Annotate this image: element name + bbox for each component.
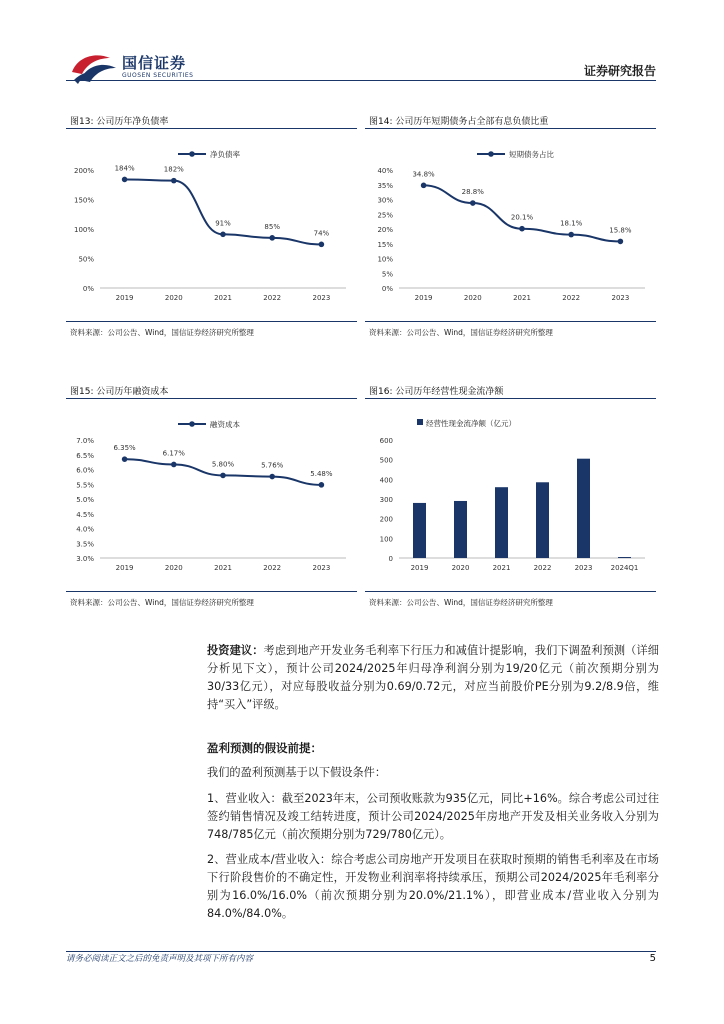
data-label: 182% bbox=[163, 165, 184, 174]
assumption-intro: 我们的盈利预测基于以下假设条件： bbox=[207, 766, 387, 779]
legend-label: 经营性现金流净额（亿元） bbox=[426, 419, 516, 428]
y-tick-label: 150% bbox=[73, 196, 94, 205]
figure-15-top-rule bbox=[66, 398, 357, 399]
data-point bbox=[319, 482, 325, 488]
legend-label: 净负债率 bbox=[210, 150, 240, 159]
y-tick-label: 40% bbox=[377, 167, 393, 175]
legend-label: 融资成本 bbox=[210, 420, 240, 429]
x-tick-label: 2020 bbox=[451, 564, 470, 572]
data-label: 15.8% bbox=[609, 226, 632, 235]
figure-15-source: 资料来源：公司公告、Wind，国信证券经济研究所整理 bbox=[70, 598, 254, 607]
y-tick-label: 500 bbox=[379, 456, 393, 465]
x-tick-label: 2020 bbox=[164, 294, 183, 302]
data-bar bbox=[454, 501, 467, 558]
y-tick-label: 4.5% bbox=[76, 510, 94, 519]
x-tick-label: 2019 bbox=[115, 564, 134, 572]
y-tick-label: 25% bbox=[377, 211, 393, 220]
data-label: 74% bbox=[313, 229, 330, 238]
data-point bbox=[421, 183, 427, 189]
x-tick-label: 2020 bbox=[463, 294, 482, 302]
y-tick-label: 50% bbox=[78, 255, 94, 264]
data-label: 5.80% bbox=[211, 460, 235, 469]
logo-title: 国信证券 bbox=[122, 54, 187, 72]
data-label: 184% bbox=[114, 164, 135, 173]
figure-14-title: 图14: 公司历年短期债务占全部有息负债比重 bbox=[369, 117, 549, 127]
figure-13-bottom-rule bbox=[66, 321, 357, 322]
x-tick-label: 2023 bbox=[611, 294, 630, 302]
data-point bbox=[220, 473, 226, 479]
figure-16-title: 图16: 公司历年经营性现金流净额 bbox=[369, 387, 504, 397]
page-number: 5 bbox=[649, 953, 656, 964]
figure-14-source: 资料来源：公司公告、Wind，国信证券经济研究所整理 bbox=[369, 328, 553, 337]
y-tick-label: 0 bbox=[388, 555, 393, 563]
data-bar bbox=[618, 557, 631, 558]
data-label: 28.8% bbox=[461, 188, 484, 197]
data-point bbox=[519, 226, 525, 232]
data-label: 6.35% bbox=[113, 444, 136, 453]
figure-13-source: 资料来源：公司公告、Wind，国信证券经济研究所整理 bbox=[70, 328, 254, 337]
data-point bbox=[171, 462, 177, 468]
data-point bbox=[618, 239, 624, 245]
figure-14-top-rule bbox=[365, 128, 656, 129]
y-tick-label: 5% bbox=[381, 270, 393, 279]
y-tick-label: 6.0% bbox=[76, 466, 94, 475]
data-point bbox=[269, 235, 275, 241]
figure-13-title: 图13: 公司历年净负债率 bbox=[70, 117, 169, 127]
figure-16-source: 资料来源：公司公告、Wind，国信证券经济研究所整理 bbox=[369, 598, 553, 607]
x-tick-label: 2023 bbox=[574, 564, 593, 572]
x-tick-label: 2019 bbox=[414, 294, 433, 302]
data-point bbox=[171, 178, 177, 184]
chart-operating-cash-flow bbox=[365, 400, 656, 590]
y-tick-label: 300 bbox=[379, 496, 393, 504]
data-point bbox=[470, 200, 476, 206]
data-label: 6.17% bbox=[162, 449, 185, 458]
y-tick-label: 6.5% bbox=[76, 451, 94, 460]
investment-advice-heading: 投资建议： bbox=[207, 644, 264, 657]
y-tick-label: 0% bbox=[381, 285, 393, 293]
x-tick-label: 2019 bbox=[410, 564, 429, 572]
y-tick-label: 10% bbox=[377, 255, 393, 264]
y-tick-label: 100% bbox=[73, 226, 94, 234]
chart-short-term-debt-share bbox=[365, 130, 656, 320]
figure-15-bottom-rule bbox=[66, 591, 357, 592]
header-divider bbox=[66, 80, 656, 81]
logo-subtitle: GUOSEN SECURITIES bbox=[122, 72, 194, 79]
x-tick-label: 2021 bbox=[214, 294, 232, 302]
assumption-item-cost-ratio: 2、营业成本/营业收入：综合考虑公司房地产开发项目在获取时预期的销售毛利率及在市场下行阶段售价的不确定性，开发物业利润率将持续承压，预期公司2024/2025年毛利率分别为16.0%/16.0%（前次预期分别为20.0%/21.1%），即营业成本/营业收入分别为84.0%/84.0%。 bbox=[207, 853, 659, 920]
figure-16-bottom-rule bbox=[365, 591, 656, 592]
x-tick-label: 2020 bbox=[164, 564, 183, 572]
data-label: 85% bbox=[264, 222, 280, 231]
figure-13-top-rule bbox=[66, 128, 357, 129]
data-bar bbox=[495, 487, 508, 558]
x-tick-label: 2022 bbox=[263, 564, 282, 572]
data-bar bbox=[536, 482, 549, 558]
y-tick-label: 0% bbox=[82, 285, 94, 293]
x-tick-label: 2021 bbox=[513, 294, 531, 302]
y-tick-label: 200 bbox=[379, 515, 393, 524]
x-tick-label: 2024Q1 bbox=[610, 564, 639, 572]
y-tick-label: 7.0% bbox=[76, 437, 94, 445]
x-tick-label: 2021 bbox=[214, 564, 232, 572]
y-tick-label: 400 bbox=[379, 476, 393, 485]
x-tick-label: 2023 bbox=[312, 294, 331, 302]
footer-disclaimer: 请务必阅读正文之后的免责声明及其项下所有内容 bbox=[66, 954, 254, 964]
data-label: 5.76% bbox=[261, 461, 284, 470]
y-tick-label: 600 bbox=[379, 437, 393, 445]
y-tick-label: 5.5% bbox=[76, 481, 94, 490]
legend-bar-swatch bbox=[417, 419, 423, 425]
chart-net-debt-ratio bbox=[66, 130, 357, 320]
data-label: 20.1% bbox=[510, 213, 534, 222]
assumption-item-revenue: 1、营业收入：截至2023年末，公司预收账款为935亿元，同比+16%。综合考虑公司过往签约销售情况及竣工结转进度，预计公司2024/2025年房地产开发及相关业务收入分别为748/785亿元（前次预期分别为729/780亿元）。 bbox=[207, 792, 659, 841]
x-tick-label: 2019 bbox=[115, 294, 134, 302]
y-tick-label: 200% bbox=[73, 167, 94, 175]
data-point bbox=[122, 177, 128, 183]
y-tick-label: 3.0% bbox=[76, 555, 94, 563]
investment-advice-text: 考虑到地产开发业务毛利率下行压力和减值计提影响，我们下调盈利预测（详细分析见下文），预计公司2024/2025年归母净利润分别为19/20亿元（前次预期分别为30/33亿元），对应每股收益分别为0.69/0.72元，对应当前股价PE分别为9.2/8.9倍，维持“买入”评级。 bbox=[207, 644, 659, 711]
y-tick-label: 4.0% bbox=[76, 525, 94, 534]
x-tick-label: 2022 bbox=[562, 294, 581, 302]
x-tick-label: 2021 bbox=[492, 564, 511, 572]
data-point bbox=[269, 474, 275, 480]
legend-marker bbox=[189, 151, 195, 157]
legend-marker bbox=[189, 421, 195, 427]
data-point bbox=[568, 232, 574, 238]
x-tick-label: 2022 bbox=[263, 294, 282, 302]
data-point bbox=[220, 232, 226, 238]
investment-advice-paragraph bbox=[207, 642, 659, 714]
y-tick-label: 35% bbox=[377, 181, 393, 190]
y-tick-label: 3.5% bbox=[76, 540, 94, 549]
data-bar bbox=[413, 503, 426, 558]
data-point bbox=[319, 242, 325, 248]
data-bar bbox=[577, 459, 590, 558]
chart-financing-cost bbox=[66, 400, 357, 590]
figure-15-title: 图15: 公司历年融资成本 bbox=[70, 387, 169, 397]
data-label: 91% bbox=[215, 219, 231, 228]
x-tick-label: 2022 bbox=[533, 564, 552, 572]
data-label: 18.1% bbox=[560, 219, 583, 228]
legend-label: 短期债务占比 bbox=[509, 150, 554, 159]
y-tick-label: 20% bbox=[377, 226, 393, 234]
data-label: 5.48% bbox=[310, 469, 333, 478]
y-tick-label: 5.0% bbox=[76, 496, 94, 504]
y-tick-label: 100 bbox=[379, 535, 393, 544]
legend-marker bbox=[488, 151, 494, 157]
x-tick-label: 2023 bbox=[312, 564, 331, 572]
data-point bbox=[122, 456, 128, 462]
assumption-heading: 盈利预测的假设前提： bbox=[207, 741, 322, 755]
figure-14-bottom-rule bbox=[365, 321, 656, 322]
y-tick-label: 30% bbox=[377, 196, 393, 205]
data-label: 34.8% bbox=[412, 170, 435, 179]
y-tick-label: 15% bbox=[377, 240, 393, 249]
report-type: 证券研究报告 bbox=[583, 64, 656, 78]
figure-16-top-rule bbox=[365, 398, 656, 399]
